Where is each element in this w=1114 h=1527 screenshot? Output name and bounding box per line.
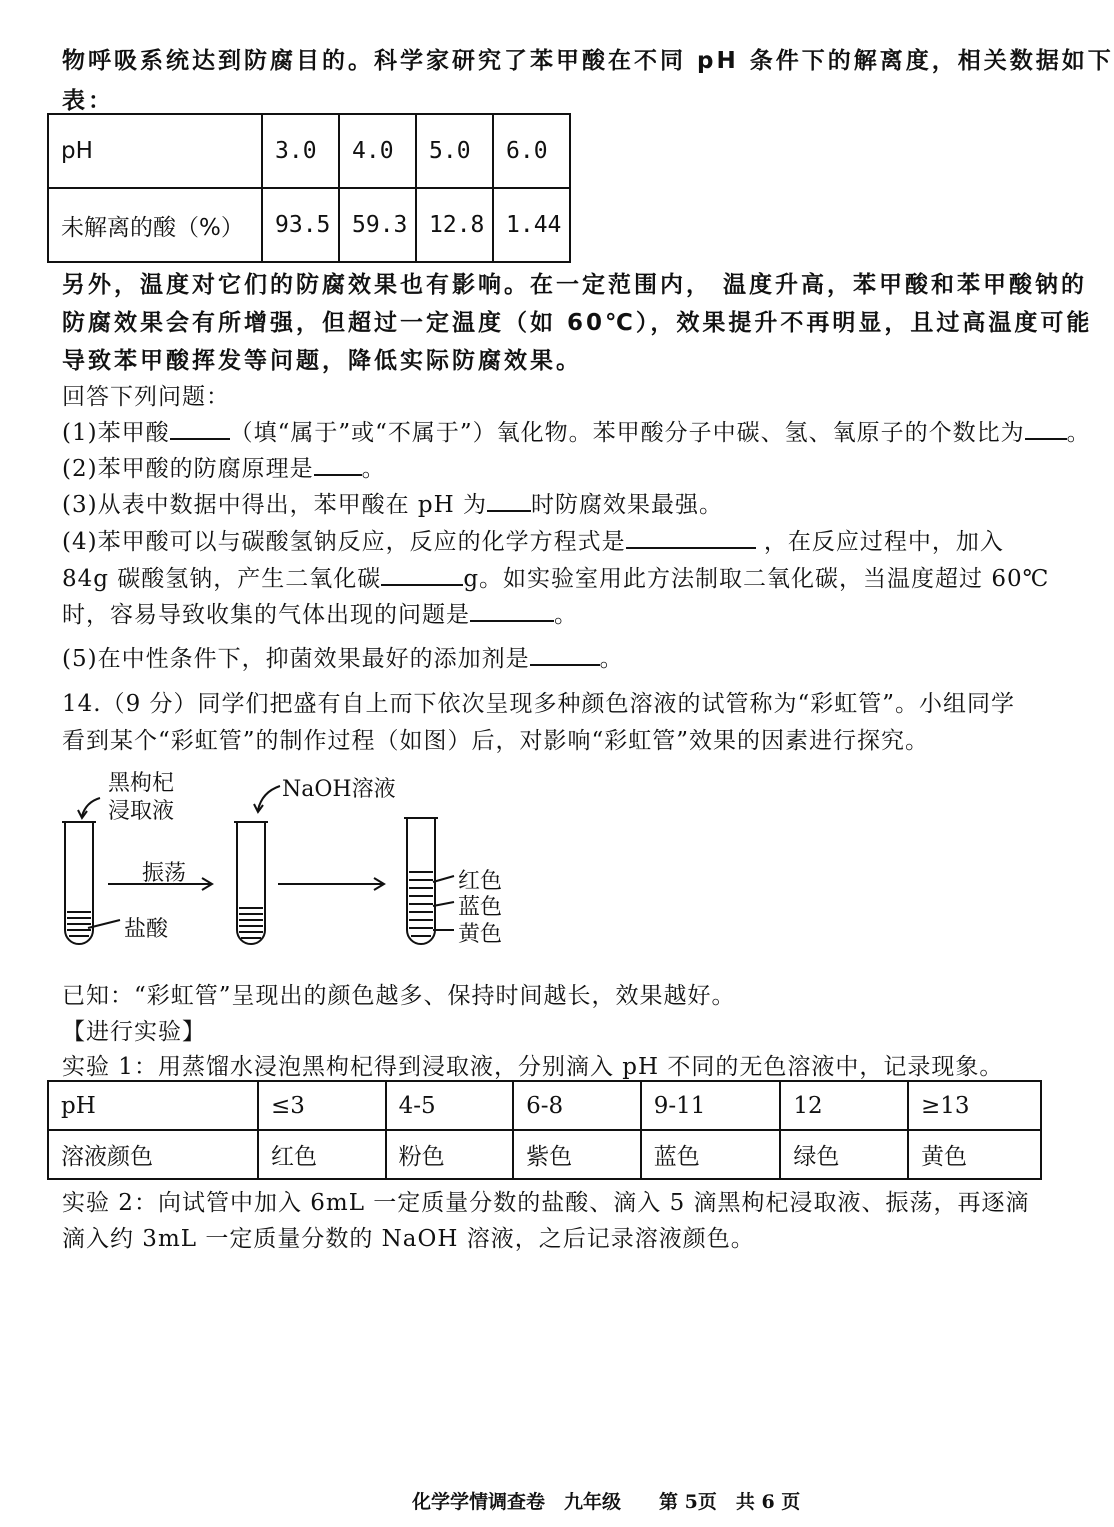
answer-blank[interactable]	[314, 454, 362, 476]
q4-text-d: g。如实验室用此方法制取二氧化碳，当温度超过 60℃	[463, 566, 1050, 592]
question-5	[62, 640, 624, 673]
table-cell: 绿色	[780, 1130, 908, 1179]
table-cell: 紫色	[513, 1130, 641, 1179]
table-cell: 6.0	[493, 114, 570, 188]
table-cell: 溶液颜色	[48, 1130, 258, 1179]
para-line-1: 另外，温度对它们的防腐效果也有影响。在一定范围内， 温度升高，苯甲酸和苯甲酸钠的	[62, 272, 1088, 298]
ph-color-table	[47, 1080, 1042, 1180]
q4-text-b: ，在反应过程中，加入	[755, 529, 1004, 555]
q4-text-f: 。	[554, 602, 578, 628]
dissociation-table	[47, 113, 571, 263]
table-cell: 3.0	[262, 114, 339, 188]
experiment-1: 实验 1：用蒸馏水浸泡黑枸杞得到浸取液，分别滴入 pH 不同的无色溶液中，记录现象。	[62, 1054, 1004, 1080]
table-cell: 粉色	[386, 1130, 514, 1179]
table-cell: 9-11	[641, 1081, 781, 1130]
test-tube-1	[65, 822, 93, 944]
question-4	[62, 523, 1004, 556]
q1-text-c: 。	[1066, 420, 1091, 446]
label-red: 红色	[458, 869, 503, 894]
label-extract-2: 浸取液	[108, 799, 175, 824]
section-heading: 【进行实验】	[62, 1019, 206, 1045]
q3-text-a: (3)从表中数据中得出，苯甲酸在 pH 为	[62, 492, 487, 518]
answer-blank[interactable]	[470, 600, 554, 622]
q5-text-b: 。	[599, 646, 624, 672]
q4-text-a: (4)苯甲酸可以与碳酸氢钠反应，反应的化学方程式是	[62, 529, 626, 555]
intro-line-1: 物呼吸系统达到防腐目的。科学家研究了苯甲酸在不同 pH 条件下的解离度，相关数据如下	[62, 48, 1114, 74]
table-cell: 黄色	[908, 1130, 1041, 1179]
experiment-2-line-1: 实验 2：向试管中加入 6mL 一定质量分数的盐酸、滴入 5 滴黑枸杞浸取液、振荡，再逐滴	[62, 1190, 1030, 1216]
question-4-line-2	[62, 560, 1049, 593]
table-cell: 蓝色	[641, 1130, 781, 1179]
question-14-line-2: 看到某个“彩虹管”的制作过程（如图）后，对影响“彩虹管”效果的因素进行探究。	[62, 728, 930, 754]
intro-line-2: 表：	[62, 88, 114, 114]
label-yellow: 黄色	[458, 922, 503, 947]
q1-text-a: (1)苯甲酸	[62, 420, 170, 446]
table-row	[48, 188, 570, 262]
question-4-line-3	[62, 596, 578, 629]
answer-blank[interactable]	[170, 418, 230, 440]
label-naoh: NaOH溶液	[282, 777, 396, 802]
q3-text-b: 时防腐效果最强。	[530, 492, 723, 518]
question-14-line-1: 14.（9 分）同学们把盛有自上而下依次呈现多种颜色溶液的试管称为“彩虹管”。小组同学	[62, 691, 1016, 717]
table-cell: 12	[780, 1081, 908, 1130]
label-hcl: 盐酸	[124, 917, 169, 942]
answer-blank[interactable]	[626, 527, 756, 549]
label-extract-1: 黑枸杞	[108, 771, 175, 796]
experiment-2-line-2: 滴入约 3mL 一定质量分数的 NaOH 溶液，之后记录溶液颜色。	[62, 1226, 755, 1252]
table-cell: ≥13	[908, 1081, 1041, 1130]
q4-text-e: 时，容易导致收集的气体出现的问题是	[62, 602, 470, 628]
question-3	[62, 486, 723, 519]
question-1	[62, 414, 1091, 447]
page-footer: 化学学情调查卷 九年级 第 5页 共 6 页	[412, 1491, 801, 1513]
table-cell: 4.0	[339, 114, 416, 188]
table-cell: 59.3	[339, 188, 416, 262]
known-statement: 已知：“彩虹管”呈现出的颜色越多、保持时间越长，效果越好。	[62, 983, 736, 1009]
q5-text-a: (5)在中性条件下，抑菌效果最好的添加剂是	[62, 646, 530, 672]
question-2	[62, 450, 386, 483]
answer-prompt: 回答下列问题：	[62, 384, 230, 410]
q1-text-b: （填“属于”或“不属于”）氧化物。苯甲酸分子中碳、氢、氧原子的个数比为	[229, 420, 1025, 446]
para-line-2: 防腐效果会有所增强，但超过一定温度（如 60℃），效果提升不再明显，且过高温度可能	[62, 310, 1093, 336]
rainbow-tube-figure	[40, 760, 560, 960]
table-cell: pH	[48, 114, 262, 188]
table-cell: pH	[48, 1081, 258, 1130]
answer-blank[interactable]	[1025, 418, 1067, 440]
table-cell: 5.0	[416, 114, 493, 188]
answer-blank[interactable]	[381, 564, 463, 586]
table-cell: 未解离的酸（%）	[48, 188, 262, 262]
q4-text-c: 84g 碳酸氢钠，产生二氧化碳	[62, 566, 382, 592]
table-cell: 12.8	[416, 188, 493, 262]
table-row	[48, 1130, 1041, 1179]
label-shake: 振荡	[142, 861, 187, 886]
table-row	[48, 114, 570, 188]
table-row	[48, 1081, 1041, 1130]
table-cell: 1.44	[493, 188, 570, 262]
table-cell: 6-8	[513, 1081, 641, 1130]
answer-blank[interactable]	[530, 644, 600, 666]
table-cell: ≤3	[258, 1081, 386, 1130]
table-cell: 红色	[258, 1130, 386, 1179]
label-blue: 蓝色	[458, 895, 503, 920]
para-line-3: 导致苯甲酸挥发等问题，降低实际防腐效果。	[62, 348, 582, 374]
answer-blank[interactable]	[487, 490, 531, 512]
table-cell: 4-5	[386, 1081, 514, 1130]
q2-text-a: (2)苯甲酸的防腐原理是	[62, 456, 314, 482]
q2-text-b: 。	[361, 456, 386, 482]
table-cell: 93.5	[262, 188, 339, 262]
